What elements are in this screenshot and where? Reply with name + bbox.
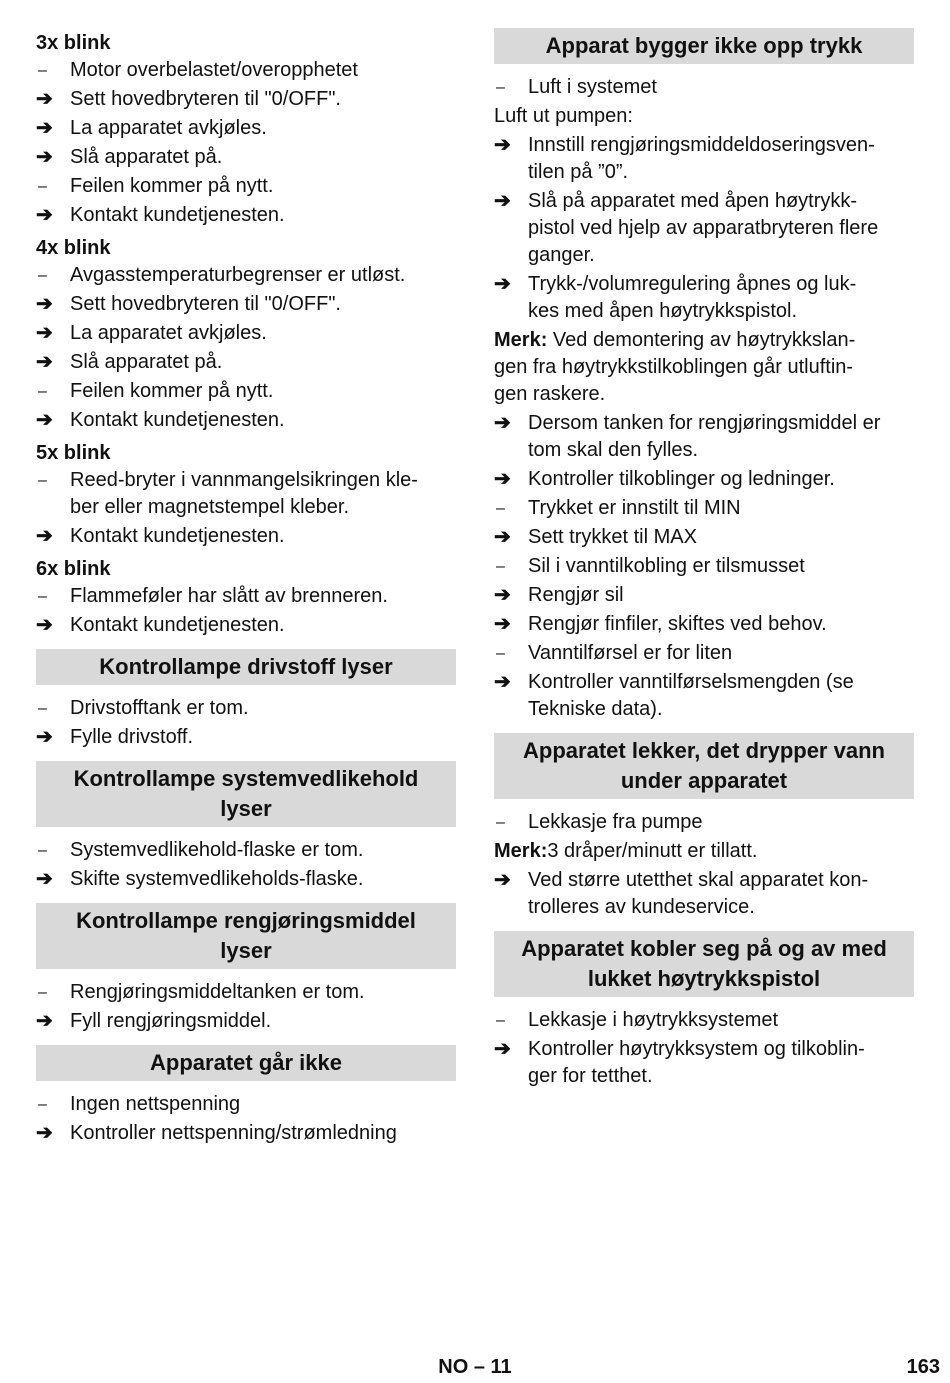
page-number: 163 (906, 1356, 940, 1378)
arrow-right-icon: ➔ (494, 468, 511, 490)
list-item: ➔ Kontroller vanntilførselsmengden (se Tekniske data). (494, 671, 854, 720)
right-column (494, 28, 914, 1092)
list-item: ➔ Rengjør finfiler, skiftes ved behov. (494, 611, 914, 638)
arrow-right-icon: ➔ (36, 293, 53, 315)
list-item: ➔ Kontakt kundetjenesten. (36, 612, 456, 639)
list-item: ➔ Sett hovedbryteren til "0/OFF". (36, 291, 456, 318)
list-item: – Flammeføler har slått av brenneren. (36, 583, 456, 610)
list-item: – Rengjøringsmiddeltanken er tom. (36, 979, 456, 1006)
list-item: ➔ Slå apparatet på. (36, 144, 456, 171)
dash-icon: – (38, 1096, 47, 1113)
arrow-right-icon: ➔ (36, 88, 53, 110)
list-item: – Drivstofftank er tom. (36, 695, 456, 722)
arrow-right-icon: ➔ (494, 190, 511, 212)
list-item: ➔ Sett trykket til MAX (494, 524, 914, 551)
arrow-right-icon: ➔ (36, 204, 53, 226)
list-item: ➔ Slå på apparatet med åpen høytrykk- pistol ved hjelp av apparatbryteren flere ganger. (494, 190, 879, 266)
note-label: Merk: (494, 840, 548, 862)
section-heading-device-not-running: Apparatet går ikke (36, 1045, 456, 1081)
dash-icon: – (38, 984, 47, 1001)
section-heading-no-pressure: Apparat bygger ikke opp trykk (494, 28, 914, 64)
arrow-right-icon: ➔ (36, 1122, 53, 1144)
section-heading-system-maintenance-lamp: Kontrollampe systemvedlikehold lyser (36, 761, 456, 827)
arrow-right-icon: ➔ (36, 868, 53, 890)
list-item: ➔ Trykk-/volumregulering åpnes og luk- kes med åpen høytrykkspistol. (494, 273, 857, 322)
list-item: ➔ Kontakt kundetjenesten. (36, 407, 456, 434)
arrow-right-icon: ➔ (494, 526, 511, 548)
list-item: ➔ Skifte systemvedlikeholds-flaske. (36, 866, 456, 893)
note-paragraph: Merk:3 dråper/minutt er tillatt. (494, 840, 758, 862)
arrow-right-icon: ➔ (36, 614, 53, 636)
list-item: ➔ Fyll rengjøringsmiddel. (36, 1008, 456, 1035)
dash-icon: – (38, 383, 47, 400)
dash-icon: – (496, 500, 505, 517)
arrow-right-icon: ➔ (36, 351, 53, 373)
list-item: ➔ Kontakt kundetjenesten. (36, 202, 456, 229)
list-item: ➔ Kontroller nettspenning/strømledning (36, 1120, 456, 1147)
left-column (36, 28, 456, 1149)
section-heading-leaking: Apparatet lekker, det drypper vann under apparatet (494, 733, 914, 799)
arrow-right-icon: ➔ (494, 584, 511, 606)
dash-icon: – (496, 814, 505, 831)
list-item: ➔ La apparatet avkjøles. (36, 320, 456, 347)
list-item: ➔ Kontakt kundetjenesten. (36, 523, 456, 550)
list-item: – Sil i vanntilkobling er tilsmusset (494, 553, 914, 580)
section-heading-detergent-lamp: Kontrollampe rengjøringsmiddel lyser (36, 903, 456, 969)
arrow-right-icon: ➔ (36, 146, 53, 168)
dash-icon: – (496, 1012, 505, 1029)
list-item: ➔ Slå apparatet på. (36, 349, 456, 376)
list-item: – Vanntilførsel er for liten (494, 640, 914, 667)
list-item: – Lekkasje fra pumpe (494, 809, 914, 836)
section-heading-fuel-lamp: Kontrollampe drivstoff lyser (36, 649, 456, 685)
list-item: ➔ Rengjør sil (494, 582, 914, 609)
list-item: ➔ La apparatet avkjøles. (36, 115, 456, 142)
dash-icon: – (38, 842, 47, 859)
list-item: ➔ Innstill rengjøringsmiddeldoseringsven- tilen på ”0”. (494, 134, 875, 183)
list-item: – Luft i systemet (494, 74, 914, 101)
arrow-right-icon: ➔ (494, 1038, 511, 1060)
dash-icon: – (38, 178, 47, 195)
dash-icon: – (496, 645, 505, 662)
arrow-right-icon: ➔ (36, 525, 53, 547)
list-item: – Feilen kommer på nytt. (36, 378, 456, 405)
list-item: ➔ Sett hovedbryteren til "0/OFF". (36, 86, 456, 113)
list-item: – Trykket er innstilt til MIN (494, 495, 914, 522)
dash-icon: – (496, 79, 505, 96)
arrow-right-icon: ➔ (494, 273, 511, 295)
list-item: ➔ Kontroller tilkoblinger og ledninger. (494, 466, 914, 493)
arrow-right-icon: ➔ (36, 726, 53, 748)
dash-icon: – (38, 62, 47, 79)
note-label: Merk: (494, 329, 548, 351)
list-item: ➔ Kontroller høytrykksystem og tilkoblin- ger for tetthet. (494, 1038, 865, 1087)
arrow-right-icon: ➔ (36, 1010, 53, 1032)
subheading-6x-blink: 6x blink (36, 558, 111, 580)
subheading-4x-blink: 4x blink (36, 237, 111, 259)
list-item: – Ingen nettspenning (36, 1091, 456, 1118)
dash-icon: – (38, 267, 47, 284)
arrow-right-icon: ➔ (494, 869, 511, 891)
paragraph: Luft ut pumpen: (494, 105, 633, 127)
dash-icon: – (38, 700, 47, 717)
list-item: – Reed-bryter i vannmangelsikringen kle- ber eller magnetstempel kleber. (38, 469, 418, 518)
list-item: ➔ Fylle drivstoff. (36, 724, 456, 751)
list-item: ➔ Ved større utetthet skal apparatet kon- trolleres av kundeservice. (494, 869, 869, 918)
arrow-right-icon: ➔ (494, 671, 511, 693)
list-item: ➔ Dersom tanken for rengjøringsmiddel er tom skal den fylles. (494, 412, 881, 461)
section-heading-cycling-on-off: Apparatet kobler seg på og av med lukket høytrykkspistol (494, 931, 914, 997)
dash-icon: – (38, 588, 47, 605)
arrow-right-icon: ➔ (36, 322, 53, 344)
arrow-right-icon: ➔ (494, 134, 511, 156)
footer-section-label: NO – 11 (438, 1356, 512, 1378)
subheading-3x-blink: 3x blink (36, 32, 111, 54)
dash-icon: – (496, 558, 505, 575)
dash-icon: – (38, 472, 47, 489)
list-item: – Feilen kommer på nytt. (36, 173, 456, 200)
arrow-right-icon: ➔ (36, 117, 53, 139)
list-item: – Avgasstemperaturbegrenser er utløst. (36, 262, 456, 289)
list-item: – Motor overbelastet/overopphetet (36, 57, 456, 84)
subheading-5x-blink: 5x blink (36, 442, 111, 464)
note-paragraph: Merk: Ved demontering av høytrykkslan- gen fra høytrykkstilkoblingen går utluftin- gen raskere. (494, 329, 856, 405)
list-item: – Lekkasje i høytrykksystemet (494, 1007, 914, 1034)
arrow-right-icon: ➔ (494, 412, 511, 434)
arrow-right-icon: ➔ (36, 409, 53, 431)
list-item: – Systemvedlikehold-flaske er tom. (36, 837, 456, 864)
arrow-right-icon: ➔ (494, 613, 511, 635)
